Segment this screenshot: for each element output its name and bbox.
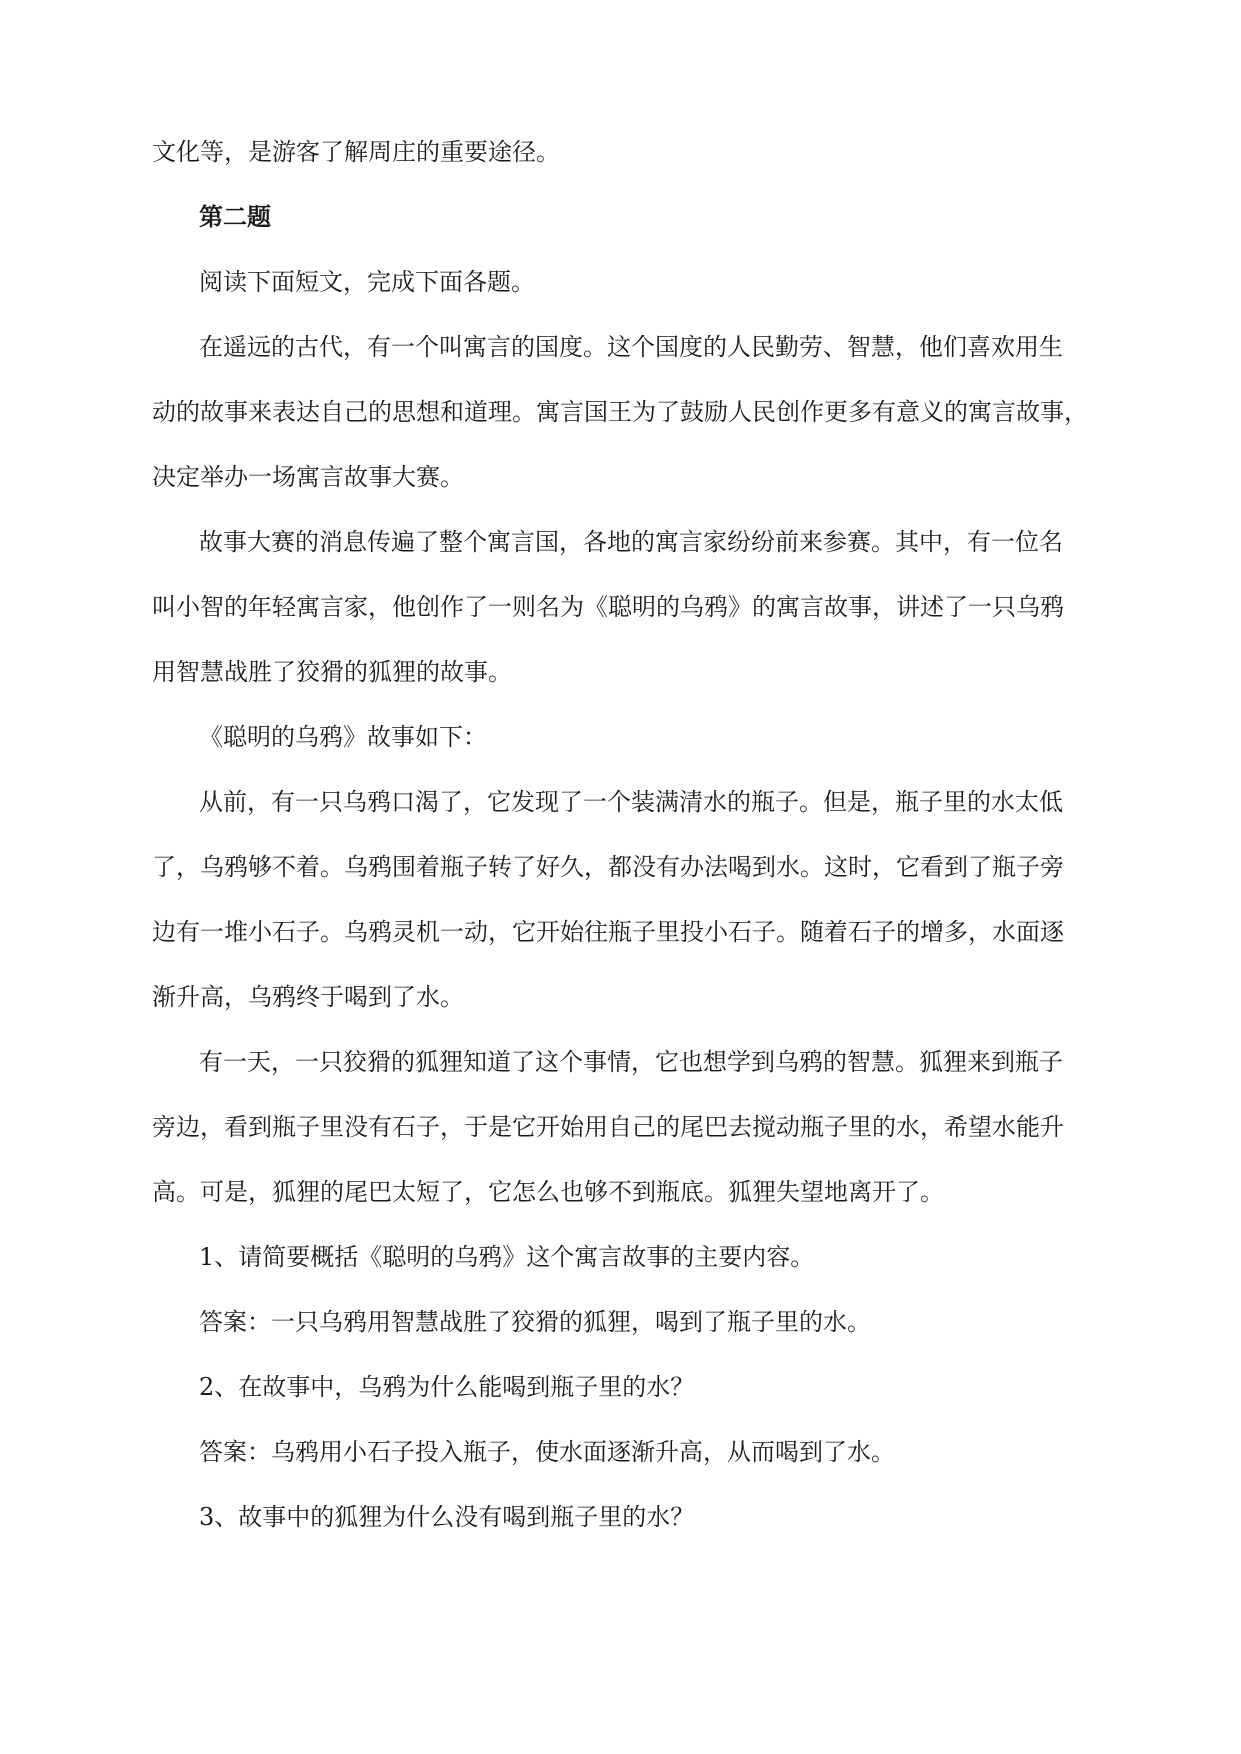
story-paragraph-line: 用智慧战胜了狡猾的狐狸的故事。 bbox=[152, 658, 512, 686]
story-paragraph-line: 在遥远的古代，有一个叫寓言的国度。这个国度的人民勤劳、智慧，他们喜欢用生 bbox=[199, 333, 1063, 361]
story-paragraph-line: 有一天，一只狡猾的狐狸知道了这个事情，它也想学到乌鸦的智慧。狐狸来到瓶子 bbox=[199, 1048, 1063, 1076]
story-paragraph-line: 决定举办一场寓言故事大赛。 bbox=[152, 463, 464, 491]
story-paragraph-line: 旁边，看到瓶子里没有石子，于是它开始用自己的尾巴去搅动瓶子里的水，希望水能升 bbox=[152, 1113, 1064, 1141]
question-1: 1、请简要概括《聪明的乌鸦》这个寓言故事的主要内容。 bbox=[199, 1243, 815, 1271]
paragraph-line-continuation: 文化等，是游客了解周庄的重要途径。 bbox=[152, 138, 560, 166]
story-paragraph-line: 渐升高，乌鸦终于喝到了水。 bbox=[152, 983, 464, 1011]
story-paragraph-line: 边有一堆小石子。乌鸦灵机一动，它开始往瓶子里投小石子。随着石子的增多，水面逐 bbox=[152, 918, 1064, 946]
answer-2: 答案：乌鸦用小石子投入瓶子，使水面逐渐升高，从而喝到了水。 bbox=[199, 1438, 895, 1466]
answer-1: 答案：一只乌鸦用智慧战胜了狡猾的狐狸，喝到了瓶子里的水。 bbox=[199, 1308, 871, 1336]
story-paragraph-line: 叫小智的年轻寓言家，他创作了一则名为《聪明的乌鸦》的寓言故事，讲述了一只乌鸦 bbox=[152, 593, 1064, 621]
story-intro-line: 《聪明的乌鸦》故事如下： bbox=[199, 723, 487, 751]
story-paragraph-line: 了，乌鸦够不着。乌鸦围着瓶子转了好久，都没有办法喝到水。这时，它看到了瓶子旁 bbox=[152, 853, 1064, 881]
story-paragraph-line: 动的故事来表达自己的思想和道理。寓言国王为了鼓励人民创作更多有意义的寓言故事， bbox=[152, 398, 1088, 426]
section-heading: 第二题 bbox=[199, 203, 271, 231]
story-paragraph-line: 从前，有一只乌鸦口渴了，它发现了一个装满清水的瓶子。但是，瓶子里的水太低 bbox=[199, 788, 1063, 816]
story-paragraph-line: 高。可是，狐狸的尾巴太短了，它怎么也够不到瓶底。狐狸失望地离开了。 bbox=[152, 1178, 944, 1206]
story-paragraph-line: 故事大赛的消息传遍了整个寓言国，各地的寓言家纷纷前来参赛。其中，有一位名 bbox=[199, 528, 1063, 556]
instruction-line: 阅读下面短文，完成下面各题。 bbox=[199, 268, 535, 296]
question-3: 3、故事中的狐狸为什么没有喝到瓶子里的水？ bbox=[199, 1503, 695, 1531]
document-body bbox=[152, 120, 1092, 1550]
question-2: 2、在故事中，乌鸦为什么能喝到瓶子里的水？ bbox=[199, 1373, 695, 1401]
